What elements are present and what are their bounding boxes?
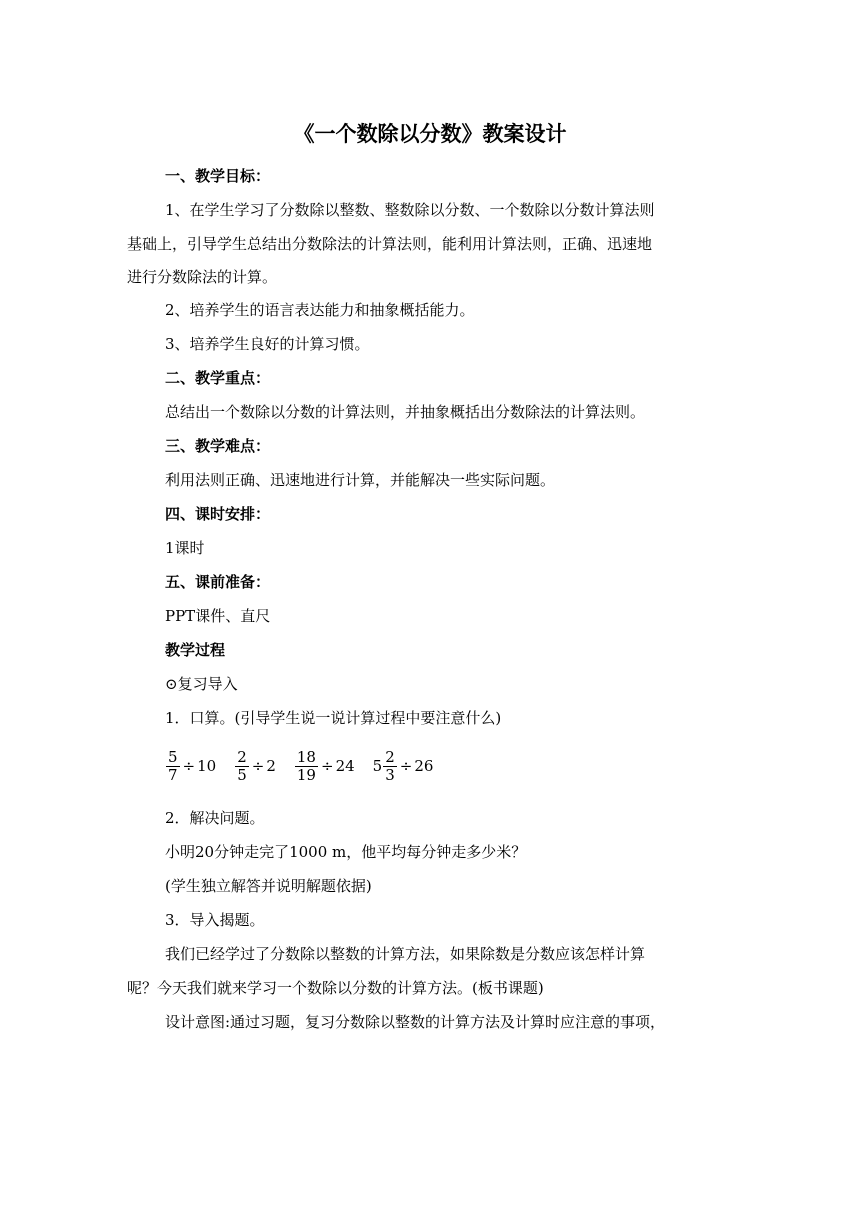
prep-heading: 五、课前准备： — [165, 573, 271, 591]
fraction: $\frac{2}{3}$ — [385, 747, 395, 784]
goal-1-line-c: 进行分数除法的计算。 — [127, 268, 278, 286]
exercise-2: $\frac{2}{5}$ ÷ 2 — [237, 747, 276, 784]
prep-text: PPT课件、直尺 — [165, 607, 271, 625]
page-title: 《一个数除以分数》教案设计 — [293, 122, 567, 146]
fraction: $\frac{2}{5}$ — [237, 747, 247, 784]
process-heading: 教学过程 — [165, 641, 226, 659]
time-heading: 四、课时安排： — [165, 505, 271, 523]
solve-task: 2．解决问题。 — [165, 809, 265, 827]
intro-task: 3．导入揭题。 — [165, 911, 265, 929]
problem-note: (学生独立解答并说明解题依据) — [165, 877, 372, 895]
fraction: $\frac{18}{19}$ — [296, 747, 316, 784]
review-label: ⊙复习导入 — [165, 675, 238, 693]
goal-heading: 一、教学目标： — [165, 167, 271, 185]
time-text: 1课时 — [165, 539, 205, 557]
goal-1-line-b: 基础上，引导学生总结出分数除法的计算法则，能利用计算法则，正确、迅速地 — [127, 235, 653, 253]
goal-1-line-a: 1、在学生学习了分数除以整数、整数除以分数、一个数除以分数计算法则 — [165, 201, 655, 219]
difficulty-heading: 三、教学难点： — [165, 437, 271, 455]
goal-2: 2、培养学生的语言表达能力和抽象概括能力。 — [165, 301, 475, 319]
goal-3: 3、培养学生良好的计算习惯。 — [165, 335, 370, 353]
exercise-row — [165, 742, 451, 790]
exercise-4: 5 $\frac{2}{3}$ ÷ 26 — [372, 747, 434, 784]
difficulty-text: 利用法则正确、迅速地进行计算，并能解决一些实际问题。 — [165, 471, 556, 489]
intro-text-b: 呢？今天我们就来学习一个数除以分数的计算方法。(板书课题) — [127, 979, 544, 997]
design-text: 设计意图:通过习题，复习分数除以整数的计算方法及计算时应注意的事项， — [165, 1013, 666, 1031]
problem-text: 小明20分钟走完了1000 m，他平均每分钟走多少米？ — [165, 843, 527, 861]
key-heading: 二、教学重点： — [165, 369, 271, 387]
key-text: 总结出一个数除以分数的计算法则，并抽象概括出分数除法的计算法则。 — [165, 403, 646, 421]
fraction: $\frac{5}{7}$ — [168, 747, 178, 784]
oral-task: 1．口算。(引导学生说一说计算过程中要注意什么) — [165, 709, 502, 727]
exercise-3: $\frac{18}{19}$ ÷ 24 — [296, 747, 355, 784]
exercise-1: $\frac{5}{7}$ ÷ 10 — [168, 747, 217, 784]
intro-text-a: 我们已经学过了分数除以整数的计算方法，如果除数是分数应该怎样计算 — [165, 945, 646, 963]
